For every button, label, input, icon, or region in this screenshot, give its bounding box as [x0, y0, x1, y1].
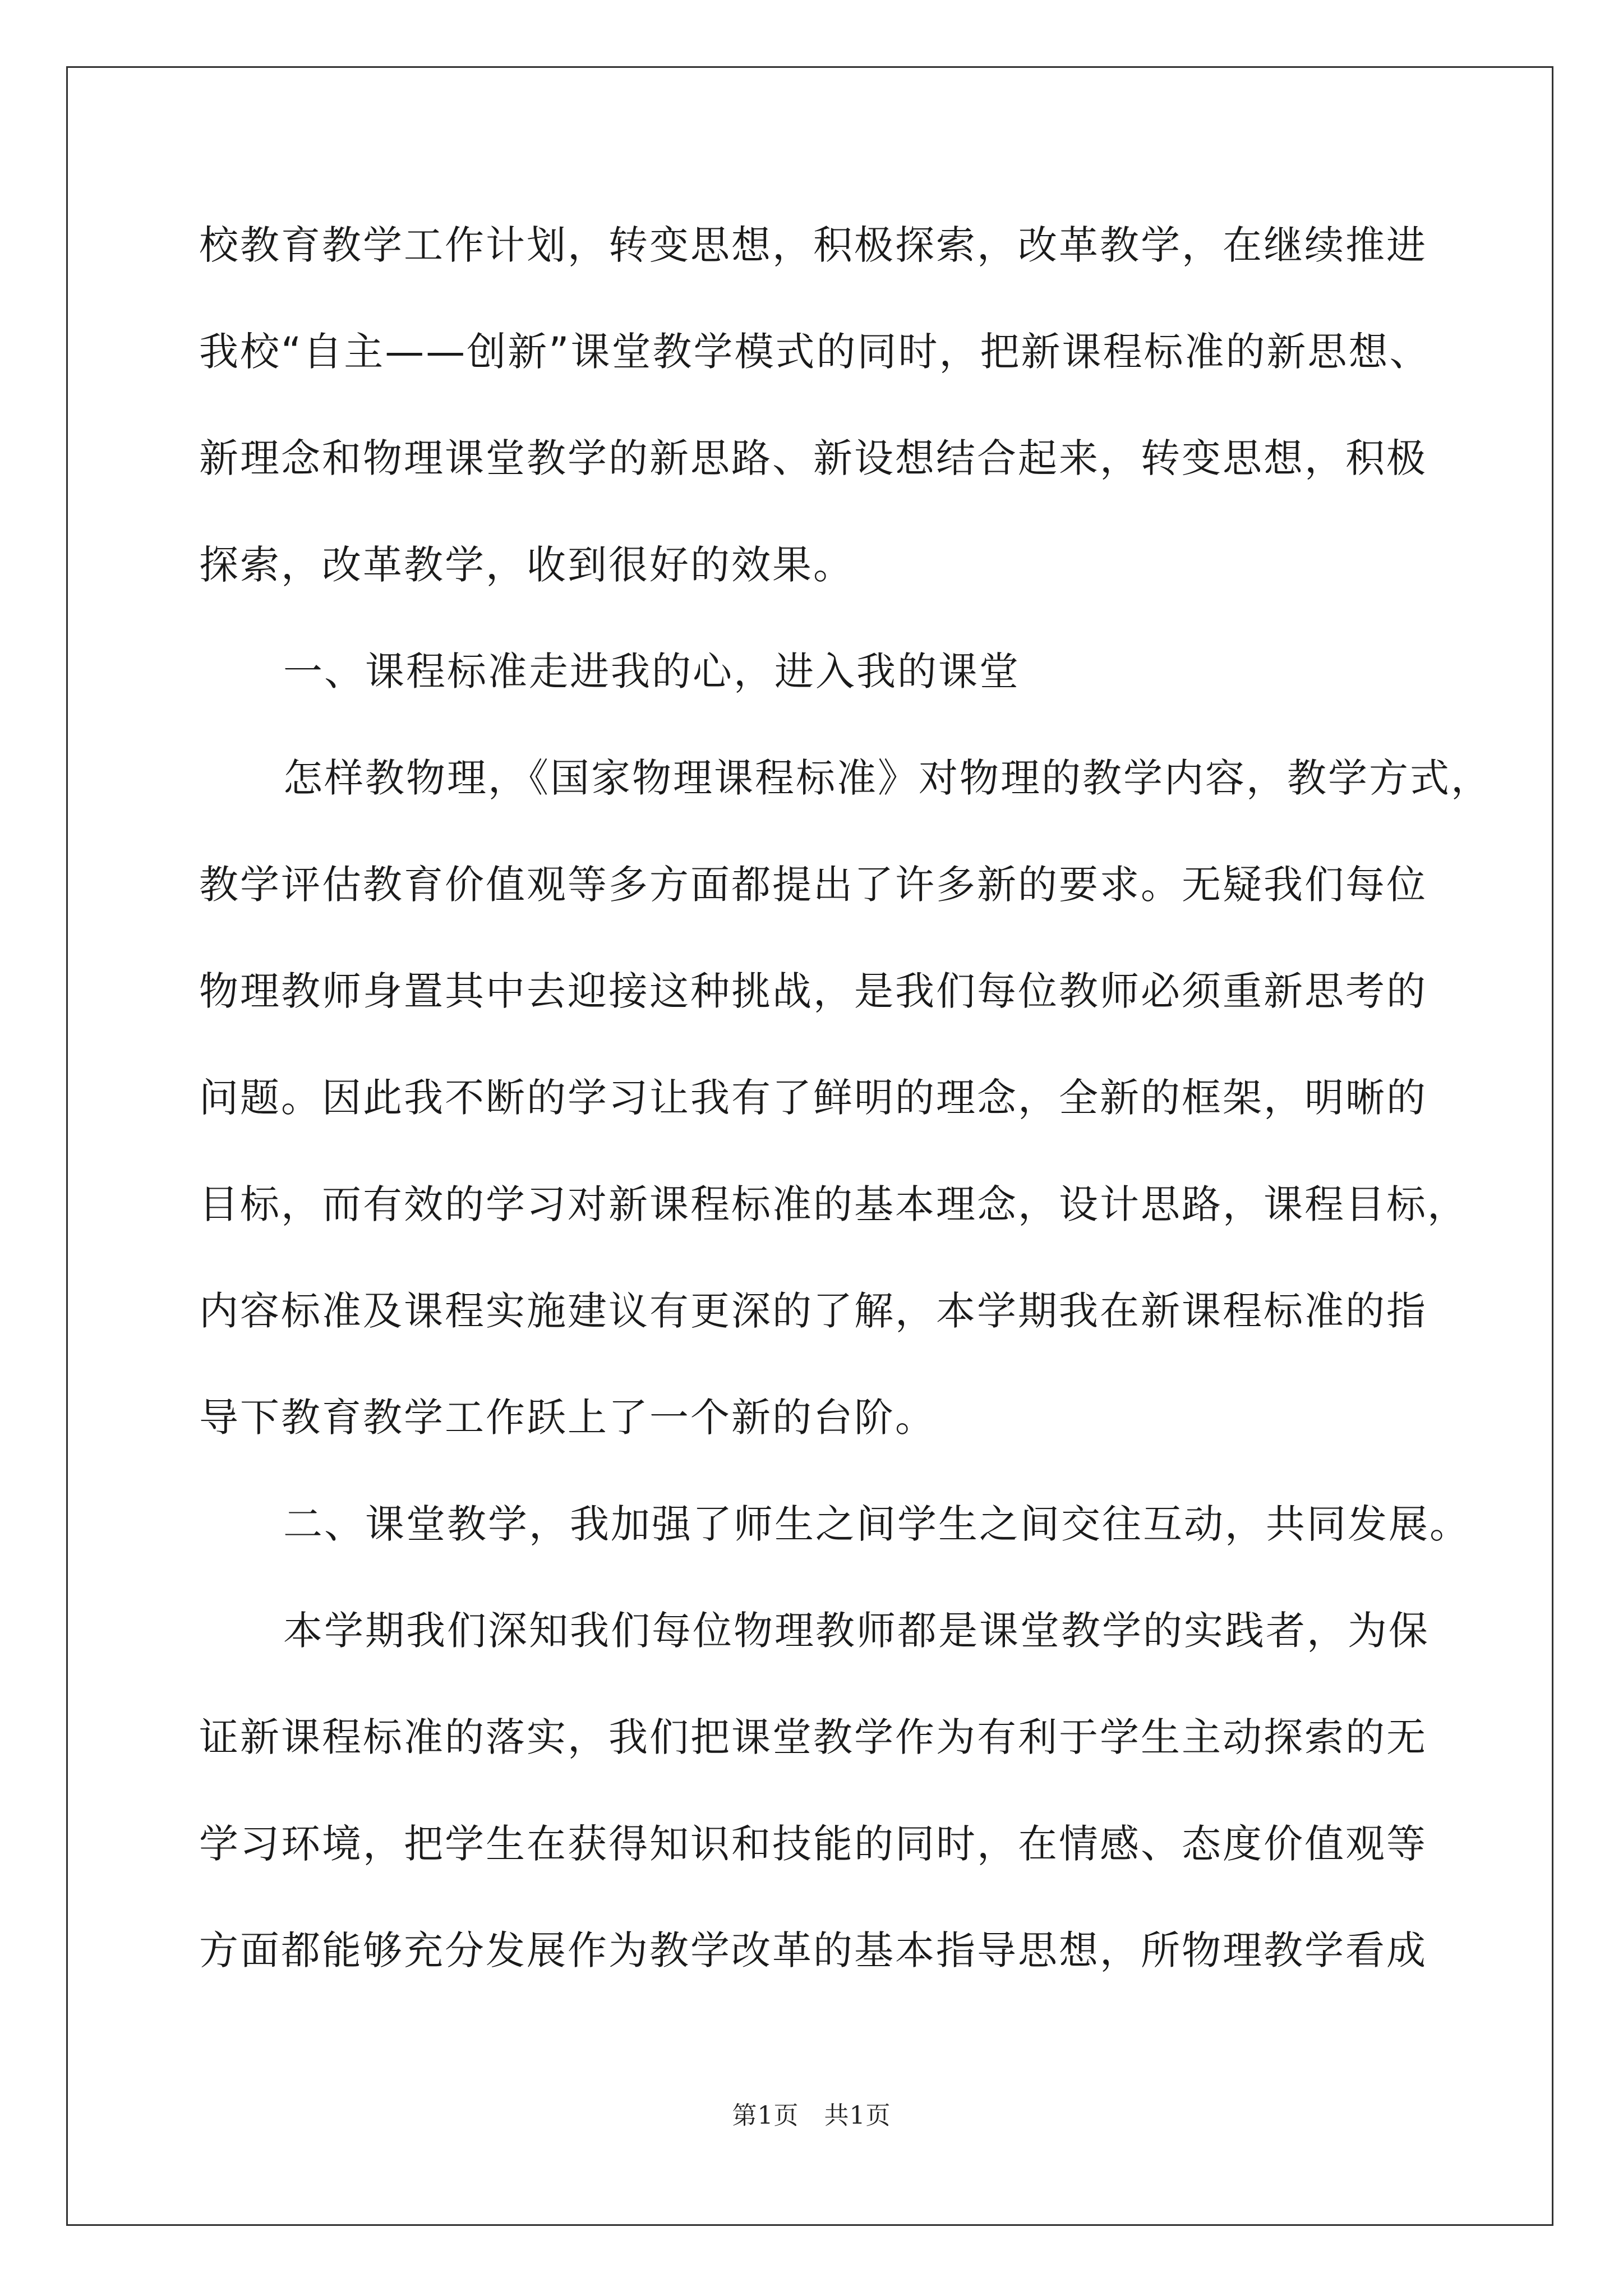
- section-heading-2: 二、课堂教学，我加强了师生之间学生之间交往互动，共同发展。: [283, 1501, 1470, 1547]
- text-line: 我校“自主——创新”课堂教学模式的同时，把新课程标准的新思想、: [199, 329, 1431, 375]
- text-line: 怎样教物理，《国家物理课程标准》对物理的教学内容，教学方式，: [283, 755, 1492, 801]
- text-line: 方面都能够充分发展作为教学改革的基本指导思想，所物理教学看成: [199, 1927, 1427, 1973]
- text-line: 物理教师身置其中去迎接这种挑战，是我们每位教师必须重新思考的: [199, 968, 1427, 1014]
- text-line: 校教育教学工作计划，转变思想，积极探索，改革教学，在继续推进: [199, 222, 1427, 268]
- page-number-footer: 第1页 共1页: [732, 2101, 891, 2130]
- text-line: 新理念和物理课堂教学的新思路、新设想结合起来，转变思想，积极: [199, 435, 1427, 481]
- text-line: 本学期我们深知我们每位物理教师都是课堂教学的实践者，为保: [283, 1608, 1430, 1654]
- section-heading-1: 一、课程标准走进我的心，进入我的课堂: [283, 648, 1020, 694]
- text-line: 教学评估教育价值观等多方面都提出了许多新的要求。无疑我们每位: [199, 862, 1427, 908]
- text-line: 学习环境，把学生在获得知识和技能的同时，在情感、态度价值观等: [199, 1821, 1427, 1867]
- text-line: 目标，而有效的学习对新课程标准的基本理念，设计思路，课程目标，: [199, 1181, 1468, 1227]
- text-line: 证新课程标准的落实，我们把课堂教学作为有利于学生主动探索的无: [199, 1714, 1427, 1760]
- text-line: 内容标准及课程实施建议有更深的了解，本学期我在新课程标准的指: [199, 1288, 1427, 1334]
- document-body: [199, 216, 1492, 2028]
- text-line: 导下教育教学工作跃上了一个新的台阶。: [199, 1395, 936, 1441]
- text-line: 探索，改革教学，收到很好的效果。: [199, 542, 854, 588]
- text-line: 问题。因此我不断的学习让我有了鲜明的理念，全新的框架，明晰的: [199, 1075, 1427, 1121]
